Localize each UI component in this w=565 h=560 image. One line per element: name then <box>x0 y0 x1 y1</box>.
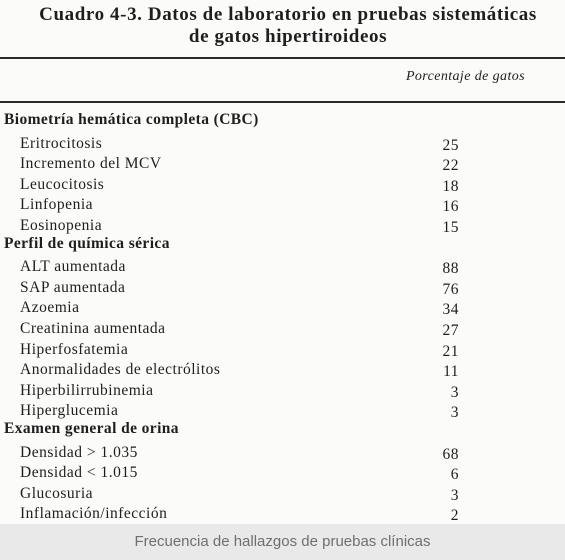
row-value: 27 <box>442 321 459 339</box>
table-row <box>0 254 565 278</box>
row-value: 21 <box>442 342 459 360</box>
row-value: 76 <box>442 280 459 298</box>
row-value: 15 <box>442 218 459 236</box>
title-line-2: de gatos hipertiroideos <box>188 26 388 47</box>
table-row <box>0 172 565 193</box>
row-label: Eritrocitosis <box>20 134 103 152</box>
row-value: 3 <box>450 383 459 401</box>
row-value: 18 <box>442 177 459 195</box>
header-rule <box>0 101 565 103</box>
table-row <box>0 316 565 337</box>
row-value: 88 <box>442 260 459 278</box>
table-row <box>0 440 565 461</box>
row-value: 22 <box>442 157 459 175</box>
section-header <box>0 110 565 131</box>
row-label: Hiperglucemia <box>20 402 119 420</box>
table-row <box>0 460 565 484</box>
row-value: 11 <box>443 363 459 381</box>
table-row <box>0 131 565 152</box>
row-value: 3 <box>450 404 459 422</box>
section-title: Examen general de orina <box>4 419 179 437</box>
table-row <box>0 481 565 502</box>
table-row <box>0 151 565 175</box>
section-title: Biometría hemática completa (CBC) <box>4 111 259 128</box>
row-label: Glucosuria <box>20 484 94 502</box>
section-header <box>0 419 565 440</box>
table-row <box>0 295 565 319</box>
table-row <box>0 275 565 296</box>
row-label: Inflamación/infección <box>20 505 168 523</box>
table-body <box>0 110 565 525</box>
row-label: Anormalidades de electrólitos <box>20 361 221 379</box>
row-label: Hiperfosfatemia <box>20 340 129 358</box>
row-label: Densidad < 1.015 <box>20 464 138 482</box>
row-label: ALT aumentada <box>20 258 126 276</box>
row-value: 2 <box>450 507 459 525</box>
title-line-1: Cuadro 4-3. Datos de laboratorio en pruebas sistemáticas <box>39 4 537 25</box>
table-row <box>0 213 565 234</box>
row-label: Hiperbilirrubinemia <box>20 381 154 399</box>
section-header <box>0 234 565 255</box>
row-label: Linfopenia <box>20 196 94 214</box>
row-label: Eosinopenia <box>20 216 103 234</box>
row-value: 68 <box>442 445 459 463</box>
table-row <box>0 501 565 525</box>
column-header: Porcentaje de gatos <box>405 69 525 84</box>
image-caption: Frecuencia de hallazgos de pruebas clínicas <box>0 524 565 560</box>
row-value: 34 <box>442 301 459 319</box>
row-label: Azoemia <box>20 299 80 317</box>
table-row <box>0 337 565 358</box>
table-row <box>0 357 565 381</box>
table-row <box>0 192 565 216</box>
row-value: 6 <box>450 466 459 484</box>
row-value: 3 <box>450 486 459 504</box>
section-title: Perfil de química sérica <box>4 234 170 252</box>
row-label: Incremento del MCV <box>20 155 162 173</box>
top-rule <box>0 57 565 59</box>
row-label: Leucocitosis <box>20 175 105 193</box>
row-label: Creatinina aumentada <box>20 319 166 337</box>
table-row <box>0 378 565 399</box>
row-value: 25 <box>442 136 459 154</box>
row-label: SAP aumentada <box>20 278 126 296</box>
row-value: 16 <box>442 198 459 216</box>
row-label: Densidad > 1.035 <box>20 443 138 461</box>
table-title <box>18 4 558 48</box>
table-row <box>0 398 565 422</box>
